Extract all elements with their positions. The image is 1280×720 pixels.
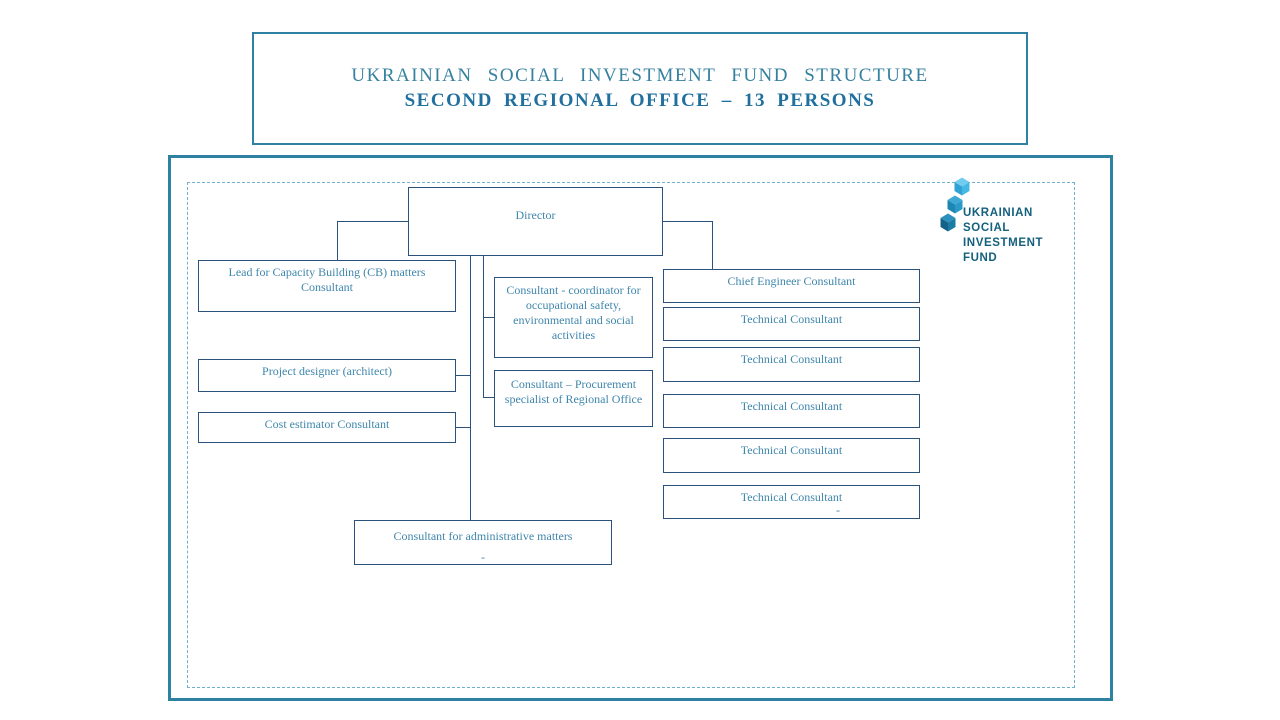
connector-director-to-leadcb-h [337,221,408,222]
org-box-lead-capacity-building [198,260,456,312]
org-box-technical-consultant-2 [663,347,920,382]
connector-stub-coordinator [483,317,494,318]
connector-director-to-chief-v [712,221,713,269]
org-box-cost-estimator [198,412,456,443]
org-box-label: Consultant for administrative matters [393,529,573,543]
logo-line: FUND [963,252,998,264]
connector-director-to-chief-h [663,221,712,222]
slide-title: UKRAINIAN SOCIAL INVESTMENT FUND STRUCTURE [351,65,929,86]
connector-stub-cost-estimator [456,427,470,428]
stray-dash: - [481,550,485,564]
org-box-administrative-consultant [354,520,612,565]
connector-stub-project-designer [456,375,470,376]
org-box-label: Technical Consultant [740,352,843,366]
connector-director-to-middle-v [483,256,484,398]
org-box-safety-coordinator [494,277,653,358]
org-box-label: Technical Consultant [740,399,843,413]
org-box-label: Project designer (architect) [262,364,392,378]
usif-logo-text [963,206,1043,266]
logo-line: INVESTMENT [963,237,1044,249]
org-box-label: Consultant - coordinator for occupational safety, environmental and social activities [506,283,641,342]
org-box-label: Lead for Capacity Building (CB) matters Consultant [228,265,426,294]
org-box-label: Technical Consultant [740,490,843,504]
slide-subtitle: SECOND REGIONAL OFFICE – 13 PERSONS [404,90,876,111]
org-box-label: Chief Engineer Consultant [727,274,856,288]
logo-line: SOCIAL [963,222,1011,234]
connector-director-to-admin-v [470,256,471,520]
connector-stub-procurement [483,397,494,398]
logo-line: UKRAINIAN [963,207,1033,219]
org-box-chief-engineer [663,269,920,303]
org-box-technical-consultant-5 [663,485,920,519]
org-box-technical-consultant-4 [663,438,920,473]
org-box-technical-consultant-1 [663,307,920,341]
stray-dash: - [836,503,840,517]
org-box-project-designer [198,359,456,392]
org-box-procurement-specialist [494,370,653,427]
connector-director-to-leadcb-v [337,221,338,260]
org-box-technical-consultant-3 [663,394,920,428]
usif-logo [934,175,1064,267]
org-box-label: Technical Consultant [740,312,843,326]
org-box-label: Technical Consultant [740,443,843,457]
org-box-director [408,187,663,256]
org-box-label: Director [515,208,556,222]
title-box [252,32,1028,145]
org-box-label: Cost estimator Consultant [264,417,390,431]
org-box-label: Consultant – Procurement specialist of Regional Office [504,377,643,406]
